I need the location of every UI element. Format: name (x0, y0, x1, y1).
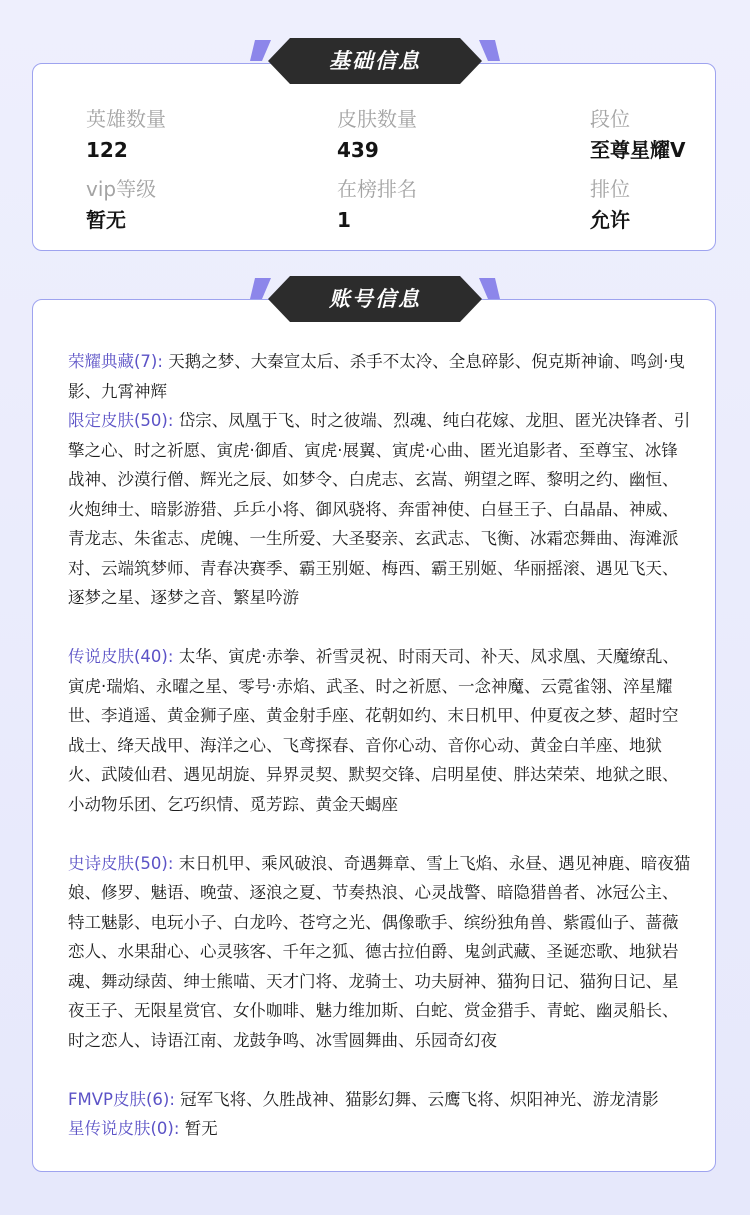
vip-level-cell (86, 176, 156, 233)
leaderboard-rank-label: 在榜排名 (337, 177, 417, 201)
skin-category-fmvp (68, 1085, 693, 1115)
skin-count-cell (337, 106, 417, 163)
basic-info-panel (32, 63, 716, 251)
account-info-panel (32, 299, 716, 1172)
leaderboard-rank-cell (337, 176, 417, 233)
skin-count-label: 皮肤数量 (337, 107, 417, 131)
account-info-banner (250, 276, 500, 322)
skin-category-label: 史诗皮肤(50): (68, 853, 174, 873)
hero-count-value: 122 (86, 138, 128, 162)
skin-count-value: 439 (337, 138, 379, 162)
vip-level-label: vip等级 (86, 177, 157, 201)
ranked-allowed-cell (590, 176, 630, 233)
skin-category-label: 传说皮肤(40): (68, 647, 174, 666)
rank-tier-cell (590, 106, 685, 163)
skin-category-items: 冠军飞将、久胜战神、猫影幻舞、云鹰飞将、炽阳神光、游龙清影 (180, 1089, 659, 1109)
skin-category-items: 暂无 (184, 1119, 218, 1138)
ranked-allowed-label: 排位 (590, 177, 630, 201)
skin-category-star-legend (68, 1114, 693, 1144)
skin-category-items: 天鹅之梦、大秦宣太后、杀手不太冷、全息碎影、倪克斯神谕、鸣剑·曳影、九霄神辉 (68, 352, 685, 401)
vip-level-value: 暂无 (86, 208, 126, 232)
hero-count-cell (86, 106, 166, 163)
account-info-title: 账号信息 (329, 287, 421, 311)
basic-info-banner (250, 38, 500, 84)
basic-info-title: 基础信息 (329, 49, 421, 73)
skin-category-items: 末日机甲、乘风破浪、奇遇舞章、雪上飞焰、永昼、遇见神鹿、暗夜猫娘、修罗、魅语、晚萤、逐浪之夏、节奏热浪、心灵战警、暗隐猎兽者、冰冠公主、特工魅影、电玩小子、白龙吟、苍穹之光、偶像歌手、缤纷独角兽、紫霞仙子、蔷薇恋人、水果甜心、心灵骇客、千年之狐、德古拉伯爵、鬼剑武藏、圣诞恋歌、地狱岩魂、舞动绿茵、绅士熊喵、天才门将、龙骑士、功夫厨神、猫狗日记、猫狗日记、星夜王子、无限星赏官、女仆咖啡、魅力维加斯、白蛇、赏金猎手、青蛇、幽灵船长、时之恋人、诗语江南、龙鼓争鸣、冰雪圆舞曲、乐园奇幻夜 (68, 853, 691, 1050)
skin-category-label: 星传说皮肤(0): (68, 1119, 180, 1138)
skin-category-glory (68, 347, 693, 406)
skin-category-label: FMVP皮肤(6): (68, 1089, 175, 1109)
leaderboard-rank-value: 1 (337, 208, 351, 232)
skin-category-items: 太华、寅虎·赤拳、祈雪灵祝、时雨天司、补天、凤求凰、天魔缭乱、寅虎·瑞焰、永曜之星、零号·赤焰、武圣、时之祈愿、一念神魔、云霓雀翎、淬星耀世、李逍遥、黄金狮子座、黄金射手座、花朝如约、末日机甲、仲夏夜之梦、超时空战士、绛天战甲、海洋之心、飞鸢探春、音你心动、音你心动、黄金白羊座、地狱火、武陵仙君、遇见胡旋、异界灵契、默契交锋、启明星使、胖达荣荣、地狱之眼、小动物乐团、乞巧织情、觅芳踪、黄金天蝎座 (68, 647, 679, 814)
skin-category-limited (68, 406, 693, 613)
skin-category-label: 限定皮肤(50): (68, 411, 174, 430)
rank-tier-label: 段位 (590, 107, 630, 131)
hero-count-label: 英雄数量 (86, 107, 166, 131)
skin-category-label: 荣耀典藏(7): (68, 352, 163, 371)
skin-category-epic (68, 849, 693, 1056)
skin-category-items: 岱宗、凤凰于飞、时之彼端、烈魂、纯白花嫁、龙胆、匿光决锋者、引擎之心、时之祈愿、寅虎·御盾、寅虎·展翼、寅虎·心曲、匿光追影者、至尊宝、冰锋战神、沙漠行僧、辉光之辰、如梦令、白虎志、玄嵩、朔望之晖、黎明之约、幽恒、火炮绅士、暗影游猎、乒乒小将、御风骁将、奔雷神使、白昼王子、白晶晶、神威、青龙志、朱雀志、虎魄、一生所爱、大圣娶亲、玄武志、飞衡、冰霜恋舞曲、海滩派对、云端筑梦师、青春决赛季、霸王别姬、梅西、霸王别姬、华丽摇滚、遇见飞天、逐梦之星、逐梦之音、繁星吟游 (68, 411, 691, 607)
rank-tier-value: 至尊星耀V (590, 138, 686, 162)
skin-list (68, 347, 693, 1144)
skin-category-legend (68, 642, 693, 819)
ranked-allowed-value: 允许 (590, 208, 630, 232)
